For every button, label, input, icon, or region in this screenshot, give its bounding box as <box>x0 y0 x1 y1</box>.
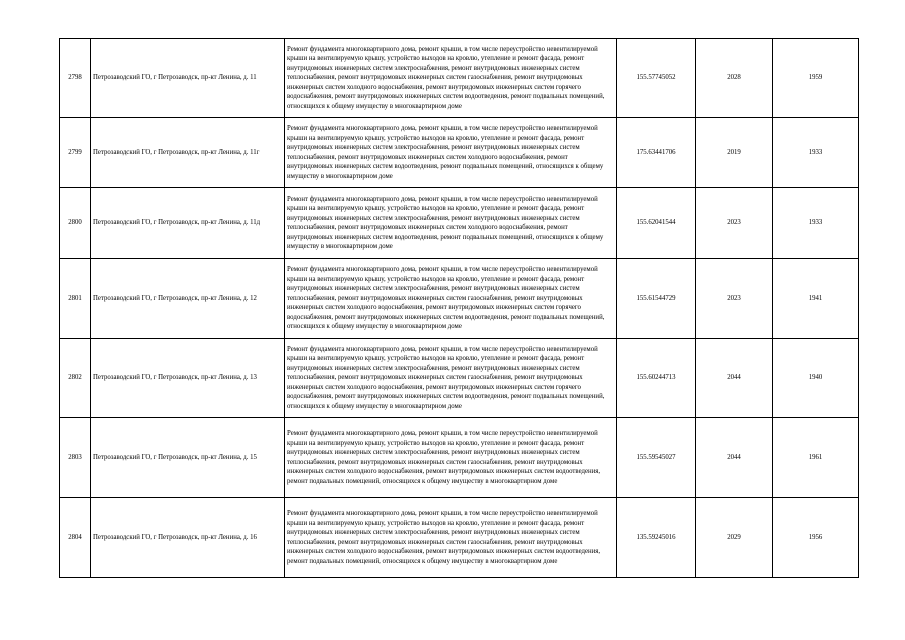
built-year-cell: 1959 <box>773 39 859 118</box>
works-cell: Ремонт фундамента многоквартирного дома, ремонт крыши, в том числе переустройство невентилируемой крыши на вентилируемую крышу, устройство выходов на кровлю, утепление и ремонт фасада, ремонт внутридомовых инженерных систем электроснабжения, ремонт внутридомовых инженерных систем теплоснабжения, ремонт внутридомовых инженерных систем холодного водоснабжения, ремонт внутридомовых инженерных систем водоотведения, ремонт подвальных помещений, относящихся к общему имуществу в многоквартирном доме <box>285 118 617 188</box>
table-row <box>60 498 859 578</box>
planned-year-cell: 2044 <box>696 339 773 418</box>
planned-year-cell: 2019 <box>696 118 773 188</box>
works-cell: Ремонт фундамента многоквартирного дома, ремонт крыши, в том числе переустройство невентилируемой крыши на вентилируемую крышу, устройство выходов на кровлю, утепление и ремонт фасада, ремонт внутридомовых инженерных систем электроснабжения, ремонт внутридомовых инженерных систем теплоснабжения, ремонт внутридомовых инженерных систем газоснабжения, ремонт внутридомовых инженерных систем холодного водоснабжения, ремонт внутридомовых инженерных систем горячего водоснабжения, ремонт внутридомовых инженерных систем водоотведения, ремонт подвальных помещений, относящихся к общему имуществу в многоквартирном доме <box>285 339 617 418</box>
built-year-cell: 1956 <box>773 498 859 578</box>
table-row <box>60 259 859 339</box>
works-cell: Ремонт фундамента многоквартирного дома, ремонт крыши, в том числе переустройство невентилируемой крыши на вентилируемую крышу, устройство выходов на кровлю, утепление и ремонт фасада, ремонт внутридомовых инженерных систем электроснабжения, ремонт внутридомовых инженерных систем теплоснабжения, ремонт внутридомовых инженерных систем холодного водоснабжения, ремонт внутридомовых инженерных систем водоотведения, ремонт подвальных помещений, относящихся к общему имуществу в многоквартирном доме <box>285 188 617 259</box>
row-number: 2799 <box>60 118 91 188</box>
row-number: 2804 <box>60 498 91 578</box>
cost-cell: 155.59545027 <box>617 418 696 498</box>
registry-table <box>59 38 859 578</box>
cost-cell: 135.59245016 <box>617 498 696 578</box>
address-cell: Петрозаводский ГО, г Петрозаводск, пр-кт Ленина, д. 12 <box>91 259 285 339</box>
address-cell: Петрозаводский ГО, г Петрозаводск, пр-кт Ленина, д. 11 <box>91 39 285 118</box>
row-number: 2798 <box>60 39 91 118</box>
planned-year-cell: 2044 <box>696 418 773 498</box>
planned-year-cell: 2028 <box>696 39 773 118</box>
cost-cell: 175.63441706 <box>617 118 696 188</box>
table-row <box>60 39 859 118</box>
built-year-cell: 1961 <box>773 418 859 498</box>
planned-year-cell: 2029 <box>696 498 773 578</box>
planned-year-cell: 2023 <box>696 188 773 259</box>
row-number: 2802 <box>60 339 91 418</box>
cost-cell: 155.60244713 <box>617 339 696 418</box>
built-year-cell: 1941 <box>773 259 859 339</box>
row-number: 2803 <box>60 418 91 498</box>
cost-cell: 155.61544729 <box>617 259 696 339</box>
table-row <box>60 188 859 259</box>
cost-cell: 155.57745052 <box>617 39 696 118</box>
row-number: 2800 <box>60 188 91 259</box>
planned-year-cell: 2023 <box>696 259 773 339</box>
works-cell: Ремонт фундамента многоквартирного дома, ремонт крыши, в том числе переустройство невентилируемой крыши на вентилируемую крышу, устройство выходов на кровлю, утепление и ремонт фасада, ремонт внутридомовых инженерных систем электроснабжения, ремонт внутридомовых инженерных систем теплоснабжения, ремонт внутридомовых инженерных систем газоснабжения, ремонт внутридомовых инженерных систем холодного водоснабжения, ремонт внутридомовых инженерных систем водоотведения, ремонт подвальных помещений, относящихся к общему имуществу в многоквартирном доме <box>285 498 617 578</box>
table-row <box>60 418 859 498</box>
built-year-cell: 1933 <box>773 118 859 188</box>
table-row <box>60 118 859 188</box>
works-cell: Ремонт фундамента многоквартирного дома, ремонт крыши, в том числе переустройство невентилируемой крыши на вентилируемую крышу, устройство выходов на кровлю, утепление и ремонт фасада, ремонт внутридомовых инженерных систем электроснабжения, ремонт внутридомовых инженерных систем теплоснабжения, ремонт внутридомовых инженерных систем газоснабжения, ремонт внутридомовых инженерных систем холодного водоснабжения, ремонт внутридомовых инженерных систем водоотведения, ремонт подвальных помещений, относящихся к общему имуществу в многоквартирном доме <box>285 418 617 498</box>
address-cell: Петрозаводский ГО, г Петрозаводск, пр-кт Ленина, д. 11г <box>91 118 285 188</box>
address-cell: Петрозаводский ГО, г Петрозаводск, пр-кт Ленина, д. 15 <box>91 418 285 498</box>
works-cell: Ремонт фундамента многоквартирного дома, ремонт крыши, в том числе переустройство невентилируемой крыши на вентилируемую крышу, устройство выходов на кровлю, утепление и ремонт фасада, ремонт внутридомовых инженерных систем электроснабжения, ремонт внутридомовых инженерных систем теплоснабжения, ремонт внутридомовых инженерных систем газоснабжения, ремонт внутридомовых инженерных систем холодного водоснабжения, ремонт внутридомовых инженерных систем горячего водоснабжения, ремонт внутридомовых инженерных систем водоотведения, ремонт подвальных помещений, относящихся к общему имуществу в многоквартирном доме <box>285 259 617 339</box>
registry-sheet <box>59 38 859 578</box>
table-row <box>60 339 859 418</box>
row-number: 2801 <box>60 259 91 339</box>
address-cell: Петрозаводский ГО, г Петрозаводск, пр-кт Ленина, д. 11д <box>91 188 285 259</box>
address-cell: Петрозаводский ГО, г Петрозаводск, пр-кт Ленина, д. 13 <box>91 339 285 418</box>
works-cell: Ремонт фундамента многоквартирного дома, ремонт крыши, в том числе переустройство невентилируемой крыши на вентилируемую крышу, устройство выходов на кровлю, утепление и ремонт фасада, ремонт внутридомовых инженерных систем электроснабжения, ремонт внутридомовых инженерных систем теплоснабжения, ремонт внутридомовых инженерных систем газоснабжения, ремонт внутридомовых инженерных систем холодного водоснабжения, ремонт внутридомовых инженерных систем горячего водоснабжения, ремонт внутридомовых инженерных систем водоотведения, ремонт подвальных помещений, относящихся к общему имуществу в многоквартирном доме <box>285 39 617 118</box>
built-year-cell: 1940 <box>773 339 859 418</box>
built-year-cell: 1933 <box>773 188 859 259</box>
address-cell: Петрозаводский ГО, г Петрозаводск, пр-кт Ленина, д. 16 <box>91 498 285 578</box>
cost-cell: 155.62041544 <box>617 188 696 259</box>
